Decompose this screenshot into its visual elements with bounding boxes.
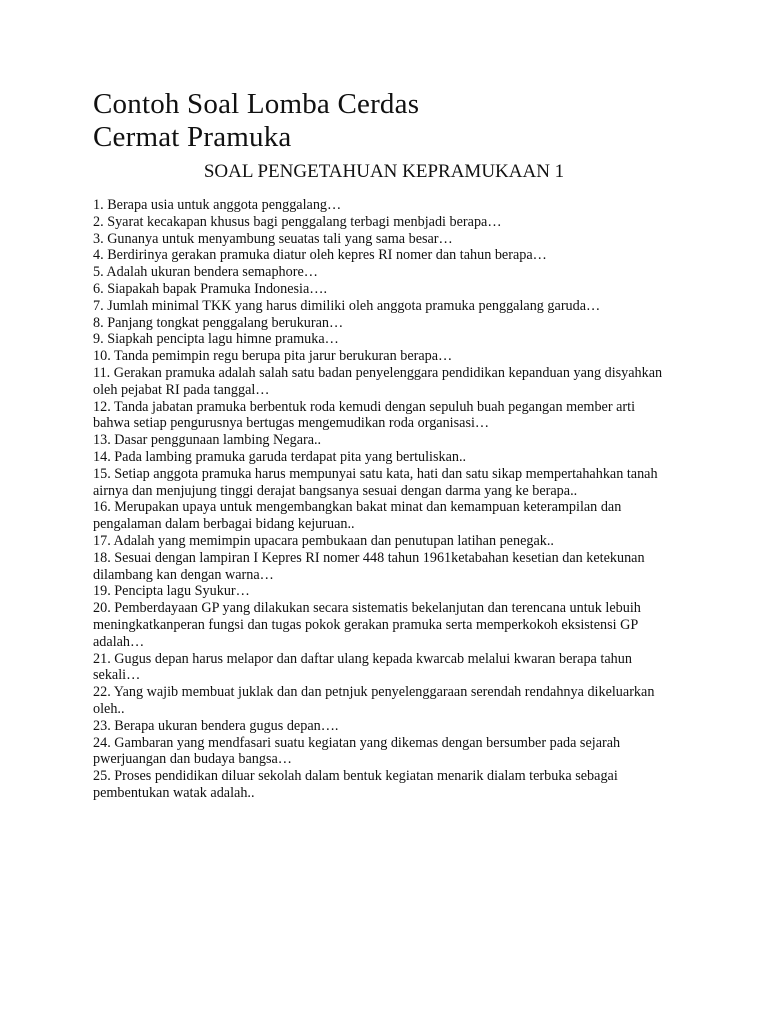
title-line-2: Cermat Pramuka xyxy=(93,121,292,153)
question-item: 8. Panjang tongkat penggalang berukuran… xyxy=(93,314,344,331)
question-item: 14. Pada lambing pramuka garuda terdapat pita yang bertuliskan.. xyxy=(93,448,467,465)
question-item: 20. Pemberdayaan GP yang dilakukan secara sistematis bekelanjutan dan terencana untuk lebuih meningkatkanperan fungsi dan tugas pokok gerakan pramuka serta memperkokoh eksistensi GP adalah… xyxy=(93,600,641,650)
question-item: 4. Berdirinya gerakan pramuka diatur oleh kepres RI nomer dan tahun berapa… xyxy=(93,247,547,264)
question-item: 10. Tanda pemimpin regu berupa pita jarur berukuran berapa… xyxy=(93,348,453,365)
question-item: 22. Yang wajib membuat juklak dan dan petnjuk penyelenggaraan serendah rendahnya dikeluarkan oleh.. xyxy=(93,684,655,717)
question-item: 24. Gambaran yang mendfasari suatu kegiatan yang dikemas dengan bersumber pada sejarah pwerjuangan dan budaya bangsa… xyxy=(93,734,621,768)
question-item: 25. Proses pendidikan diluar sekolah dalam bentuk kegiatan menarik dialam terbuka sebagai pembentukan watak adalah.. xyxy=(93,768,618,801)
question-list xyxy=(93,197,675,802)
question-item: 12. Tanda jabatan pramuka berbentuk roda kemudi dengan sepuluh buah pegangan member arti bahwa setiap pengurusnya bertugas mengemudikan roda organisasi… xyxy=(93,398,636,432)
question-item: 1. Berapa usia untuk anggota penggalang… xyxy=(93,197,342,213)
question-item: 13. Dasar penggunaan lambing Negara.. xyxy=(93,432,322,449)
section-heading: SOAL PENGETAHUAN KEPRAMUKAAN 1 xyxy=(203,161,565,182)
question-item: 11. Gerakan pramuka adalah salah satu badan penyelenggara pendidikan kepanduan yang disyahkan oleh pejabat RI pada tanggal… xyxy=(93,364,663,398)
question-item: 2. Syarat kecakapan khusus bagi penggalang terbagi menbjadi berapa… xyxy=(93,213,502,230)
question-item: 7. Jumlah minimal TKK yang harus dimiliki oleh anggota pramuka penggalang garuda… xyxy=(93,297,601,314)
question-item: 5. Adalah ukuran bendera semaphore… xyxy=(93,264,318,281)
question-item: 3. Gunanya untuk menyambung seuatas tali yang sama besar… xyxy=(93,230,453,247)
question-item: 18. Sesuai dengan lampiran I Kepres RI nomer 448 tahun 1961ketabahan kesetian dan ketekunan dilambang kan dengan warna… xyxy=(93,549,645,583)
question-item: 16. Merupakan upaya untuk mengembangkan bakat minat dan kemampuan keterampilan dan pengalaman dalam berbagai bidang kejuruan.. xyxy=(93,499,622,533)
question-item: 6. Siapakah bapak Pramuka Indonesia…. xyxy=(93,280,328,297)
question-item: 21. Gugus depan harus melapor dan daftar ulang kepada kwarcab melalui kwaran berapa tahun sekali… xyxy=(93,650,632,684)
question-item: 15. Setiap anggota pramuka harus mempunyai satu kata, hati dan satu sikap mempertahahkan tanah airnya dan menjujung tinggi derajat bangsanya sesuai dengan darma yang ke berapa.. xyxy=(93,465,658,499)
question-item: 9. Siapkah pencipta lagu himne pramuka… xyxy=(93,331,339,348)
question-item: 23. Berapa ukuran bendera gugus depan…. xyxy=(93,717,339,734)
title-line-1: Contoh Soal Lomba Cerdas xyxy=(93,88,420,120)
question-item: 19. Pencipta lagu Syukur… xyxy=(93,583,250,600)
page-title xyxy=(93,88,693,154)
question-item: 17. Adalah yang memimpin upacara pembukaan dan penutupan latihan penegak.. xyxy=(93,532,554,549)
